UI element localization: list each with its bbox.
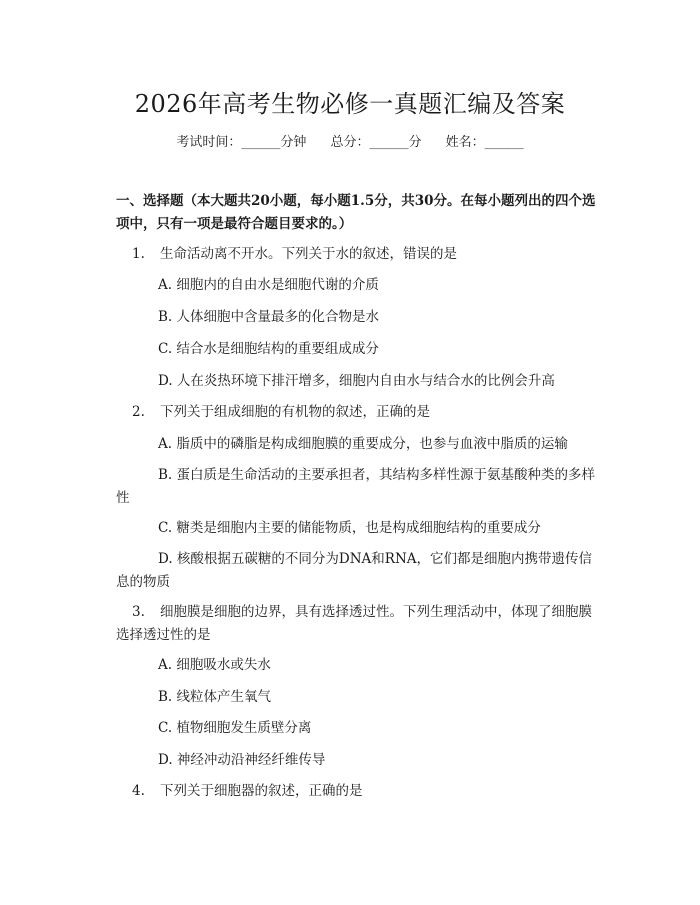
q3-option-a: A. 细胞吸水或失水 — [158, 657, 271, 673]
q3-option-b: B. 线粒体产生氧气 — [158, 689, 272, 705]
question-stem: 细胞膜是细胞的边界，具有选择透过性。下列生理活动中，体现了细胞膜选择透过性的是 — [116, 604, 592, 643]
question-1 — [116, 243, 596, 266]
q1-option-a: A. 细胞内的自由水是细胞代谢的介质 — [158, 277, 379, 293]
q3-option-d: D. 神经冲动沿神经纤维传导 — [158, 752, 326, 768]
q2-option-b: B. 蛋白质是生命活动的主要承担者，其结构多样性源于氨基酸种类的多样性 — [116, 467, 596, 506]
q1-option-b: B. 人体细胞中含量最多的化合物是水 — [158, 309, 380, 325]
page-title: 2026年高考生物必修一真题汇编及答案 — [134, 90, 566, 118]
q2-option-d: D. 核酸根据五碳糖的不同分为DNA和RNA，它们都是细胞内携带遗传信息的物质 — [116, 551, 593, 590]
question-number: 1. — [132, 246, 145, 262]
question-stem: 生命活动离不开水。下列关于水的叙述，错误的是 — [160, 246, 457, 262]
exam-info-line — [0, 131, 700, 150]
q1-option-c: C. 结合水是细胞结构的重要组成成分 — [158, 341, 379, 357]
q1-option-d: D. 人在炎热环境下排汗增多，细胞内自由水与结合水的比例会升高 — [158, 373, 555, 389]
question-number: 4. — [132, 783, 145, 799]
q2-option-c: C. 糖类是细胞内主要的储能物质，也是构成细胞结构的重要成分 — [158, 520, 541, 536]
section-heading: 一、选择题（本大题共20小题，每小题1.5分，共30分。在每小题列出的四个选项中，只有一项是最符合题目要求的。） — [116, 193, 596, 232]
question-number: 2. — [132, 404, 145, 420]
question-4 — [116, 780, 596, 803]
question-stem: 下列关于组成细胞的有机物的叙述，正确的是 — [160, 404, 430, 420]
student-name-field: 姓名：______ — [445, 135, 524, 150]
question-3 — [116, 601, 596, 647]
q3-option-c: C. 植物细胞发生质壁分离 — [158, 720, 312, 736]
exam-time-field: 考试时间：______分钟 — [176, 135, 307, 150]
question-number: 3. — [132, 604, 145, 620]
total-score-field: 总分：______分 — [330, 135, 422, 150]
question-2 — [116, 401, 596, 424]
question-stem: 下列关于细胞器的叙述，正确的是 — [160, 783, 363, 799]
q2-option-a: A. 脂质中的磷脂是构成细胞膜的重要成分，也参与血液中脂质的运输 — [158, 436, 568, 452]
